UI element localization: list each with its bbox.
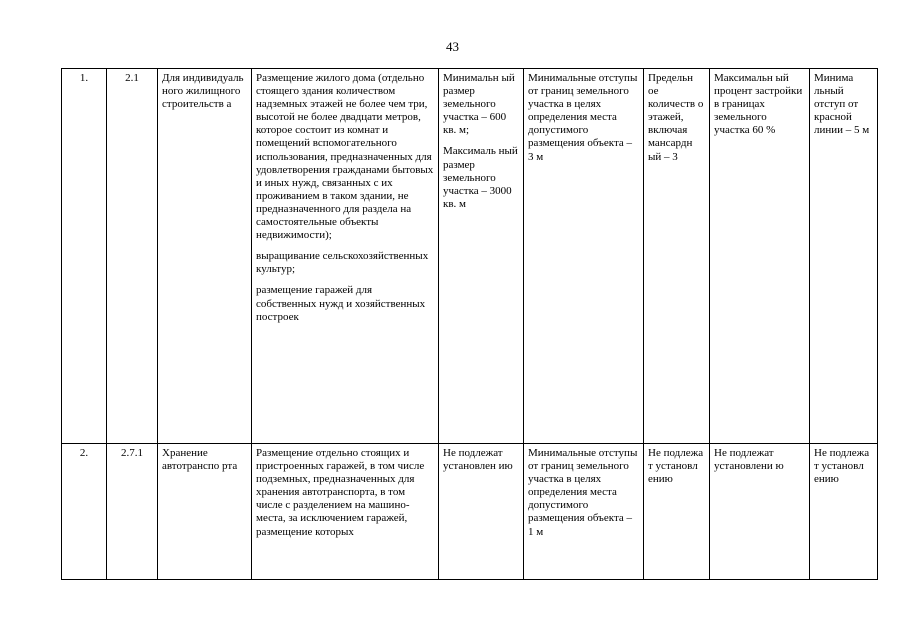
row-number-cell: 1. — [62, 69, 107, 444]
description-paragraph: выращивание сельскохозяйственных культур; — [256, 250, 429, 276]
min-plot-size: Минимальн ый размер земельного участка – 600 кв. м; — [443, 72, 515, 137]
red-line-setback-cell: Не подлежа т установл ению — [810, 444, 878, 580]
use-code-cell: 2.1 — [107, 69, 158, 444]
use-name-cell: Хранение автотранспо рта — [158, 444, 252, 580]
table-row — [62, 444, 878, 580]
plot-size-cell — [439, 444, 524, 580]
description-paragraph: Размещение отдельно стоящих и пристроенных гаражей, в том числе подземных, предназначенных для хранения автотранспорта, в том числе с разделением на машино-места, за исключением гаражей, размещение которых — [256, 447, 425, 538]
description-paragraph: размещение гаражей для собственных нужд и хозяйственных построек — [256, 284, 426, 323]
use-description-cell — [252, 444, 439, 580]
plot-size-cell — [439, 69, 524, 444]
floors-cell: Не подлежа т установл ению — [644, 444, 710, 580]
setback-cell: Минимальные отступы от границ земельного участка в целях определения места допустимого размещения объекта – 1 м — [524, 444, 644, 580]
max-plot-size: Максималь ный размер земельного участка – 3000 кв. м — [443, 145, 518, 210]
row-number-cell: 2. — [62, 444, 107, 580]
description-paragraph: Размещение жилого дома (отдельно стоящего здания количеством надземных этажей не более чем три, высотой не более двадцати метров, которое состоит из комнат и помещений вспомогательного использования, предназначенных для удовлетворения гражданами бытовых и иных нужд, связанных с их проживанием в таком здании, не предназначенного для раздела на самостоятельные объекты недвижимости); — [256, 72, 434, 242]
coverage-cell: Максимальн ый процент застройки в границах земельного участка 60 % — [710, 69, 810, 444]
use-description-cell — [252, 69, 439, 444]
land-use-regulations-table — [61, 68, 878, 580]
setback-cell: Минимальные отступы от границ земельного участка в целях определения места допустимого размещения объекта – 3 м — [524, 69, 644, 444]
use-name-cell: Для индивидуаль ного жилищного строительств а — [158, 69, 252, 444]
floors-cell: Предельн ое количеств о этажей, включая мансардн ый – 3 — [644, 69, 710, 444]
table-row — [62, 69, 878, 444]
plot-size-note: Не подлежат установлен ию — [443, 447, 513, 473]
use-code-cell: 2.7.1 — [107, 444, 158, 580]
coverage-cell: Не подлежат установлени ю — [710, 444, 810, 580]
red-line-setback-cell: Минима льный отступ от красной линии – 5 м — [810, 69, 878, 444]
page-number: 43 — [446, 39, 459, 54]
